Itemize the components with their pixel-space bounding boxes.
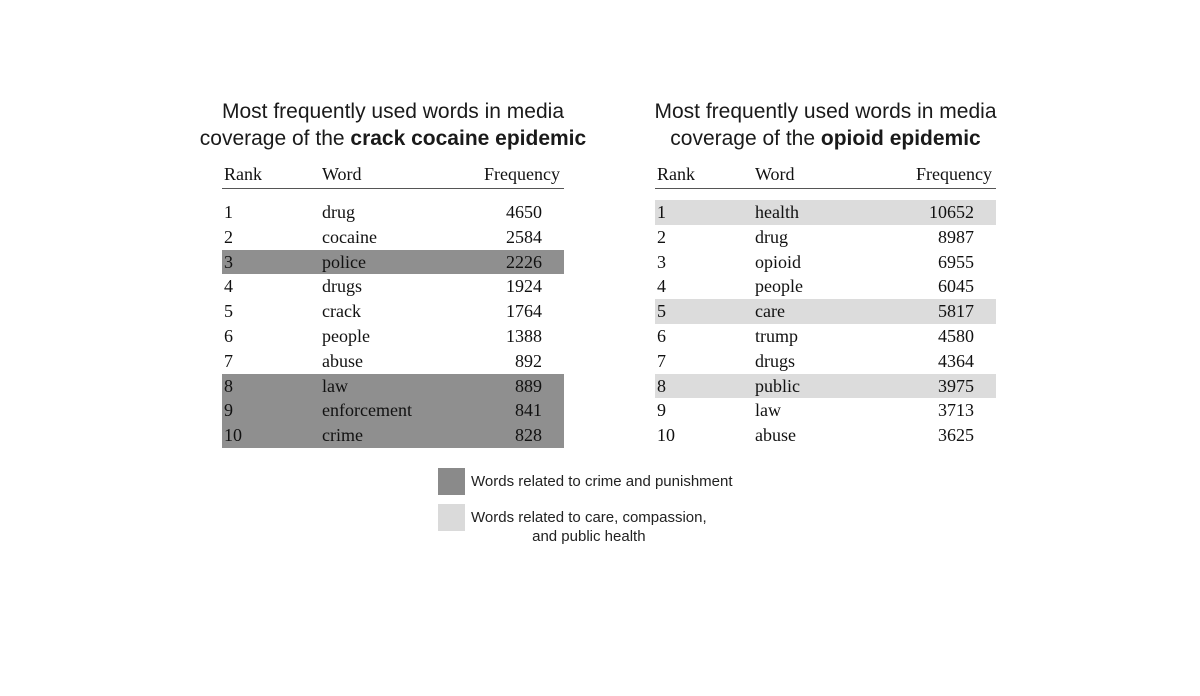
opioid-table	[655, 164, 996, 448]
rank-cell: 7	[657, 350, 666, 371]
word-cell: abuse	[322, 350, 363, 371]
opioid-title-prefix: coverage of the	[670, 127, 821, 150]
frequency-cell: 1764	[506, 301, 542, 322]
rank-cell: 3	[657, 251, 666, 272]
opioid-table-title	[640, 98, 1011, 152]
frequency-cell: 892	[515, 350, 542, 371]
word-cell: health	[755, 202, 799, 222]
table-row	[655, 324, 996, 349]
rank-cell: 2	[657, 226, 666, 247]
table-row	[655, 398, 996, 423]
rank-cell: 10	[224, 425, 242, 446]
word-cell: drug	[322, 202, 355, 222]
table-row	[222, 200, 564, 225]
frequency-cell: 841	[515, 400, 542, 421]
frequency-cell: 10652	[929, 202, 974, 222]
table-row	[655, 299, 996, 324]
word-cell: abuse	[755, 425, 796, 446]
table-row	[222, 324, 564, 349]
word-cell: drugs	[755, 350, 795, 371]
frequency-cell: 8987	[938, 226, 974, 247]
frequency-cell: 3713	[938, 400, 974, 421]
frequency-cell: 4364	[938, 350, 974, 371]
word-cell: people	[322, 325, 370, 346]
word-cell: public	[755, 375, 800, 396]
frequency-cell: 828	[515, 425, 542, 446]
crack-title-bold: crack cocaine epidemic	[350, 127, 587, 150]
word-cell: trump	[755, 325, 798, 346]
column-header-word: Word	[322, 164, 362, 184]
word-cell: cocaine	[322, 226, 377, 247]
crack-title-line1: Most frequently used words in media	[222, 100, 564, 123]
crack-title-line2	[190, 125, 596, 152]
rank-cell: 6	[224, 325, 233, 346]
table-row	[655, 200, 996, 225]
legend-label-care	[471, 508, 707, 546]
column-header-frequency: Frequency	[484, 164, 560, 184]
rank-cell: 1	[224, 202, 233, 222]
rank-cell: 4	[224, 276, 233, 297]
crack-title-prefix: coverage of the	[199, 127, 351, 150]
word-cell: enforcement	[322, 400, 412, 421]
opioid-table-header	[655, 164, 996, 189]
opioid-title-line2	[640, 125, 1011, 152]
table-row	[655, 250, 996, 275]
rank-cell: 9	[224, 400, 233, 421]
table-row	[655, 274, 996, 299]
frequency-cell: 2584	[506, 226, 542, 247]
word-cell: police	[322, 251, 366, 272]
table-row	[222, 250, 564, 275]
word-cell: drugs	[322, 276, 362, 297]
frequency-cell: 3975	[938, 375, 974, 396]
rank-cell: 8	[224, 375, 233, 396]
rank-cell: 9	[657, 400, 666, 421]
frequency-cell: 6955	[938, 251, 974, 272]
column-header-rank: Rank	[657, 164, 695, 184]
legend-label-care-line2: and public health	[532, 528, 646, 545]
table-row	[222, 274, 564, 299]
word-cell: crime	[322, 425, 363, 446]
frequency-cell: 4580	[938, 325, 974, 346]
word-cell: people	[755, 276, 803, 297]
opioid-title-bold: opioid epidemic	[820, 127, 981, 150]
rank-cell: 5	[657, 301, 666, 322]
table-row	[222, 225, 564, 250]
rank-cell: 1	[657, 202, 666, 222]
rank-cell: 4	[657, 276, 666, 297]
rank-cell: 7	[224, 350, 233, 371]
table-row	[655, 349, 996, 374]
word-cell: law	[755, 400, 781, 421]
column-header-rank: Rank	[224, 164, 262, 184]
crack-table-title	[190, 98, 596, 152]
frequency-cell: 6045	[938, 276, 974, 297]
rank-cell: 5	[224, 301, 233, 322]
word-cell: law	[322, 375, 348, 396]
frequency-cell: 3625	[938, 425, 974, 446]
frequency-cell: 4650	[506, 202, 542, 222]
table-row	[655, 225, 996, 250]
crack-table-header	[222, 164, 564, 189]
word-cell: crack	[322, 301, 361, 322]
crack-table-rows	[222, 200, 564, 448]
rank-cell: 10	[657, 425, 675, 446]
table-row	[222, 398, 564, 423]
rank-cell: 8	[657, 375, 666, 396]
frequency-cell: 889	[515, 375, 542, 396]
word-cell: drug	[755, 226, 788, 247]
table-row	[222, 299, 564, 324]
legend-label-care-line1: Words related to care, compassion,	[471, 509, 707, 526]
frequency-cell: 1924	[506, 276, 542, 297]
legend-swatch-crime	[438, 468, 465, 495]
table-row	[222, 374, 564, 399]
rank-cell: 6	[657, 325, 666, 346]
table-row	[222, 423, 564, 448]
opioid-table-rows	[655, 200, 996, 448]
table-row	[222, 349, 564, 374]
frequency-cell: 2226	[506, 251, 542, 272]
crack-table	[222, 164, 564, 448]
rank-cell: 2	[224, 226, 233, 247]
frequency-cell: 1388	[506, 325, 542, 346]
table-row	[655, 423, 996, 448]
legend-swatch-care	[438, 504, 465, 531]
word-cell: care	[755, 301, 785, 322]
table-row	[655, 374, 996, 399]
legend-label-crime: Words related to crime and punishment	[471, 473, 733, 490]
frequency-cell: 5817	[938, 301, 974, 322]
rank-cell: 3	[224, 251, 233, 272]
column-header-frequency: Frequency	[916, 164, 992, 184]
column-header-word: Word	[755, 164, 795, 184]
word-cell: opioid	[755, 251, 802, 272]
opioid-title-line1: Most frequently used words in media	[654, 100, 997, 123]
